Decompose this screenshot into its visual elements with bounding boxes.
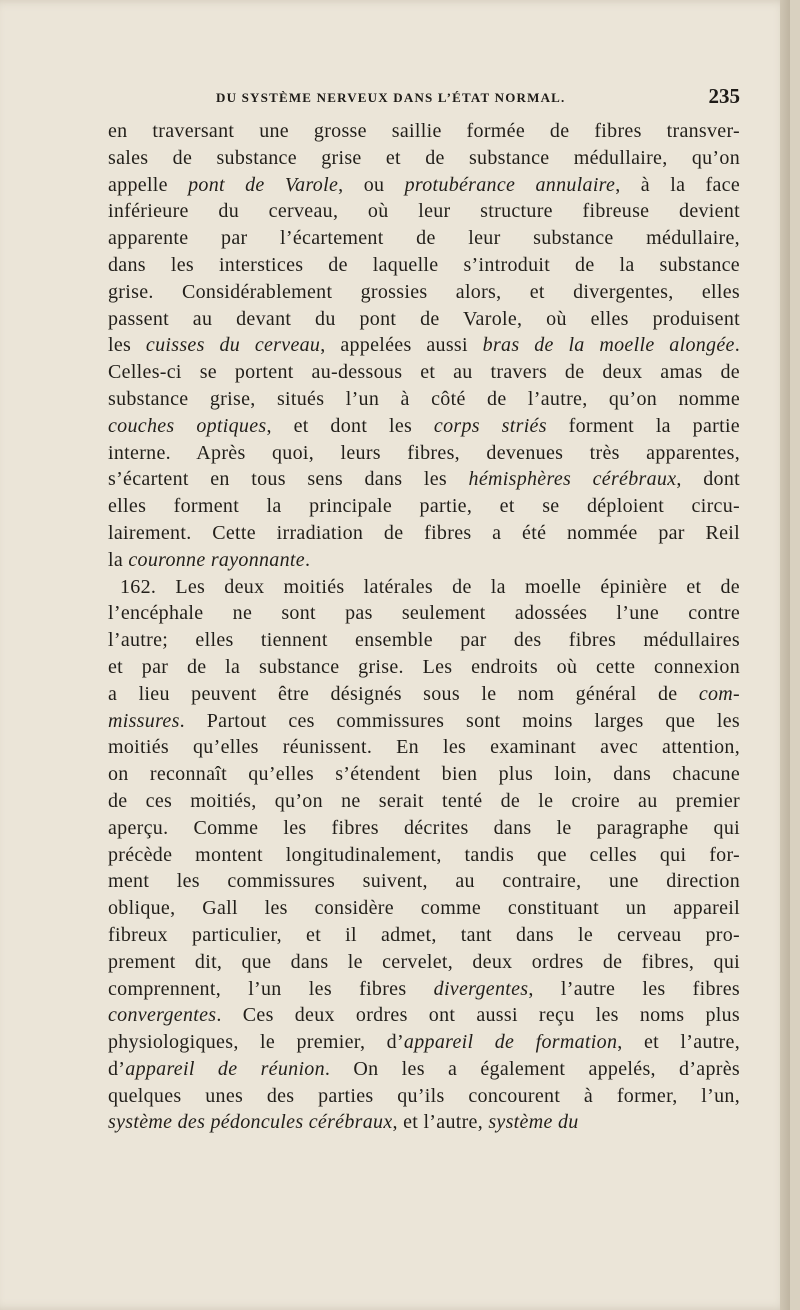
page-edge xyxy=(780,0,790,1310)
text-line: apparente par l’écartement de leur substance médullaire, xyxy=(108,227,740,250)
text-line: oblique, Gall les considère comme constituant un appareil xyxy=(108,897,740,920)
text-line: précède montent longitudinalement, tandis que celles qui for- xyxy=(108,843,740,866)
text-line: passent au devant du pont de Varole, où elles produisent xyxy=(108,307,740,330)
page-number: 235 xyxy=(708,84,740,108)
text-line: quelques unes des parties qu’ils concourent à former, l’un, xyxy=(108,1084,740,1107)
text-line: comprennent, l’un les fibres divergentes, l’autre les fibres xyxy=(108,977,740,1000)
text-line: a lieu peuvent être désignés sous le nom général de com- xyxy=(108,682,740,705)
running-title: DU SYSTÈME NERVEUX DANS L’ÉTAT NORMAL. xyxy=(216,90,566,105)
text-line: on reconnaît qu’elles s’étendent bien plus loin, dans chacune xyxy=(108,763,740,786)
text-line: missures. Partout ces commissures sont moins larges que les xyxy=(108,709,740,732)
text-line: aperçu. Comme les fibres décrites dans le paragraphe qui xyxy=(108,816,740,839)
text-line: ment les commissures suivent, au contraire, une direction xyxy=(108,870,740,893)
body-text xyxy=(108,118,740,1136)
text-line: l’autre; elles tiennent ensemble par des fibres médullaires xyxy=(108,629,740,652)
text-line: substance grise, situés l’un à côté de l’autre, qu’on nomme xyxy=(108,387,740,410)
text-line: physiologiques, le premier, d’appareil de formation, et l’autre, xyxy=(108,1031,740,1054)
text-line: appelle pont de Varole, ou protubérance annulaire, à la face xyxy=(108,173,740,196)
text-line: la couronne rayonnante. xyxy=(108,548,311,571)
text-line: lairement. Cette irradiation de fibres a été nommée par Reil xyxy=(108,521,740,544)
text-line: dans les interstices de laquelle s’introduit de la substance xyxy=(108,253,740,276)
text-line: fibreux particulier, et il admet, tant dans le cerveau pro- xyxy=(108,923,740,946)
text-line: en traversant une grosse saillie formée de fibres transver- xyxy=(108,120,740,142)
text-line: 162. Les deux moitiés latérales de la moelle épinière et de xyxy=(120,575,740,598)
text-line: moitiés qu’elles réunissent. En les examinant avec attention, xyxy=(108,736,740,759)
text-line: interne. Après quoi, leurs fibres, devenues très apparentes, xyxy=(108,441,740,464)
text-line: prement dit, que dans le cervelet, deux ordres de fibres, qui xyxy=(108,950,740,973)
text-line: les cuisses du cerveau, appelées aussi bras de la moelle alongée. xyxy=(108,334,740,357)
text-line: grise. Considérablement grossies alors, et divergentes, elles xyxy=(108,280,740,303)
text-line: et par de la substance grise. Les endroits où cette connexion xyxy=(108,655,740,678)
page-header xyxy=(150,84,740,112)
text-line: d’appareil de réunion. On les a également appelés, d’après xyxy=(108,1057,740,1080)
text-line: inférieure du cerveau, où leur structure fibreuse devient xyxy=(108,200,740,223)
text-line: Celles-ci se portent au-dessous et au travers de deux amas de xyxy=(108,361,740,384)
text-line: système des pédoncules cérébraux, et l’autre, système du xyxy=(108,1111,579,1134)
text-line: de ces moitiés, qu’on ne serait tenté de le croire au premier xyxy=(108,789,740,812)
text-line: s’écartent en tous sens dans les hémisphères cérébraux, dont xyxy=(108,468,740,491)
text-line: convergentes. Ces deux ordres ont aussi reçu les noms plus xyxy=(108,1004,740,1027)
text-line: couches optiques, et dont les corps striés forment la partie xyxy=(108,414,740,437)
text-line: sales de substance grise et de substance médullaire, qu’on xyxy=(108,146,740,169)
text-line: elles forment la principale partie, et se déploient circu- xyxy=(108,495,740,518)
text-line: l’encéphale ne sont pas seulement adossées l’une contre xyxy=(108,602,740,625)
